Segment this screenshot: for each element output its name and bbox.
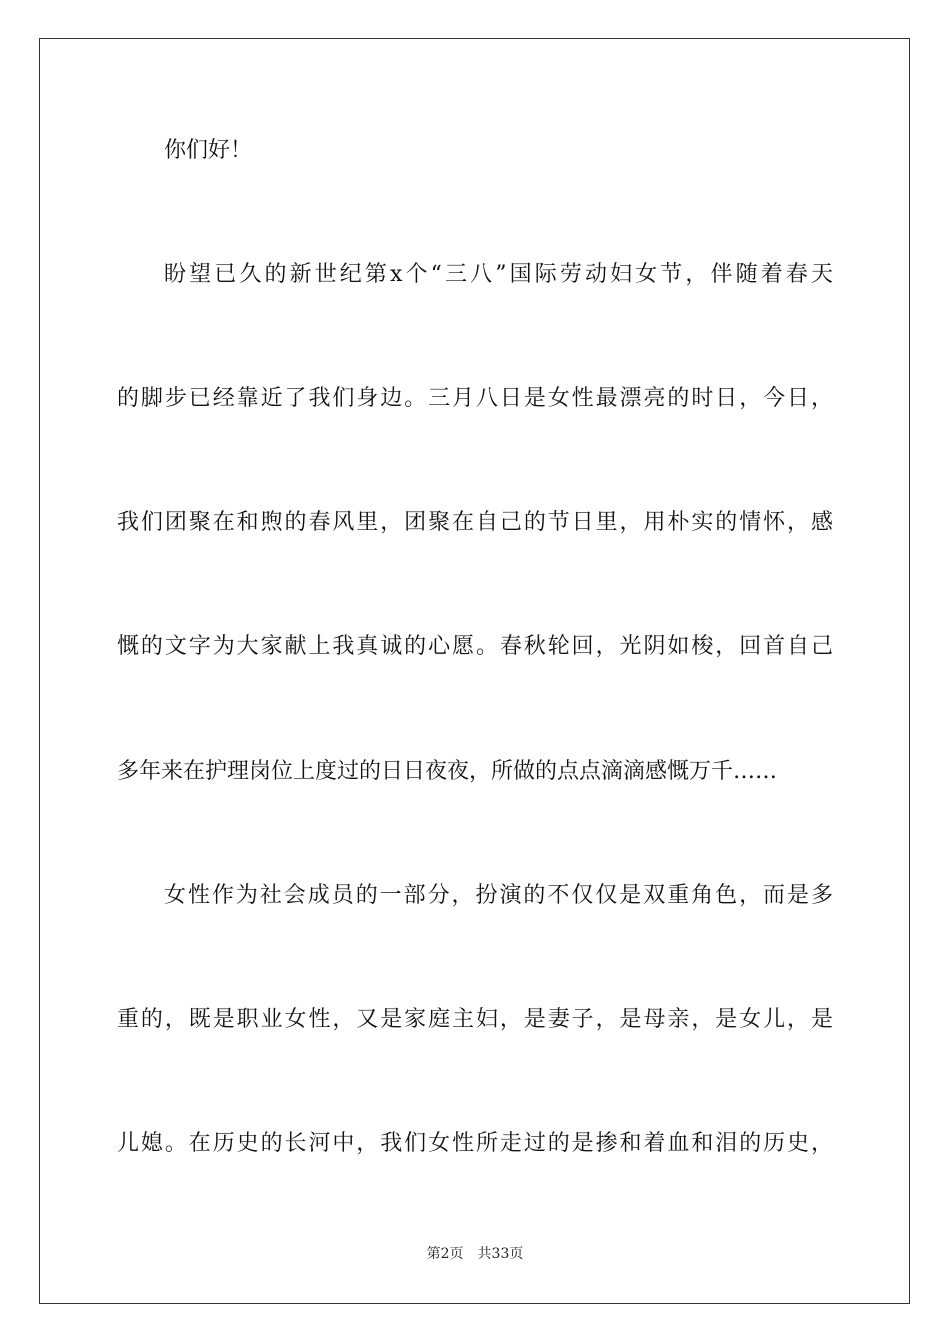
page-total: 共33页	[477, 1246, 524, 1262]
page-number: 第2页	[426, 1246, 464, 1262]
paragraph-1-line-5: 多年来在护理岗位上度过的日日夜夜，所做的点点滴滴感慨万千……	[117, 759, 778, 784]
paragraph-1-line-1: 盼望已久的新世纪第x个“三八”国际劳动妇女节，伴随着春天	[164, 262, 833, 287]
page-footer	[0, 1245, 950, 1263]
paragraph-1-line-2: 的脚步已经靠近了我们身边。三月八日是女性最漂亮的时日，今日，	[117, 386, 833, 411]
paragraph-2-line-1: 女性作为社会成员的一部分，扮演的不仅仅是双重角色，而是多	[164, 883, 833, 908]
paragraph-1-line-4: 慨的文字为大家献上我真诚的心愿。春秋轮回，光阴如梭，回首自己	[117, 634, 833, 659]
paragraph-2-line-3: 儿媳。在历史的长河中，我们女性所走过的是掺和着血和泪的历史，	[117, 1131, 833, 1156]
greeting-line: 你们好！	[164, 138, 253, 163]
paragraph-2-line-2: 重的，既是职业女性，又是家庭主妇，是妻子，是母亲，是女儿，是	[117, 1007, 833, 1032]
page-border	[39, 38, 910, 1304]
paragraph-1-line-3: 我们团聚在和煦的春风里，团聚在自己的节日里，用朴实的情怀，感	[117, 510, 833, 535]
